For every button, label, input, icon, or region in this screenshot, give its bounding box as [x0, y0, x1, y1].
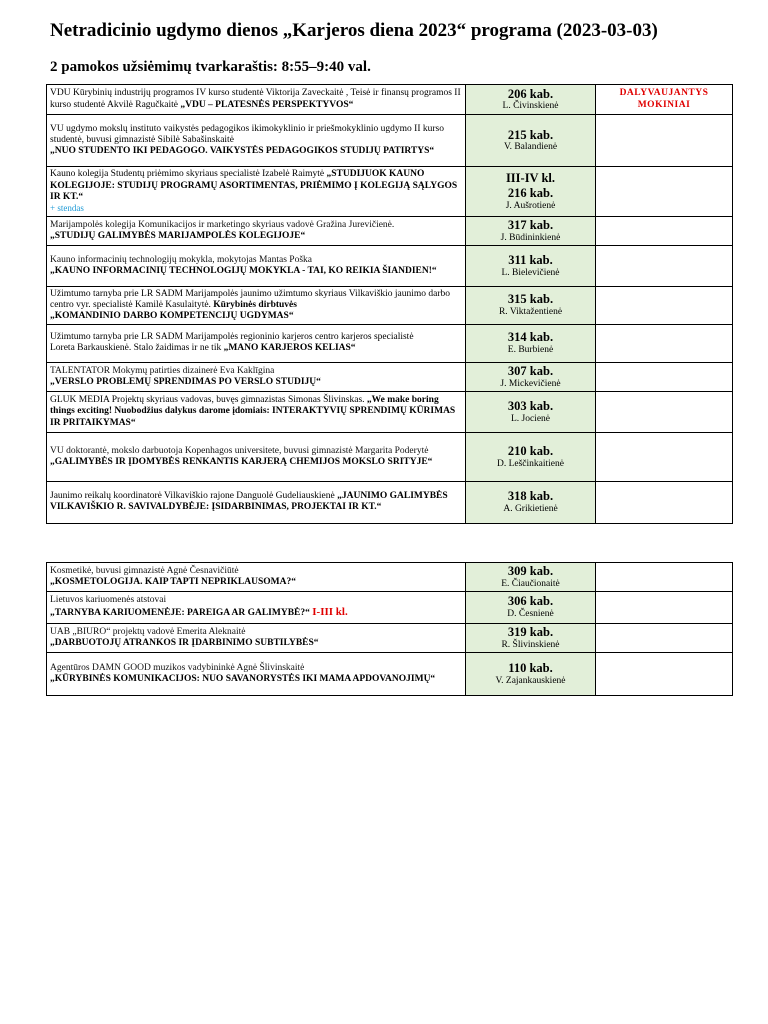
table-row: [47, 85, 733, 115]
table-row: [47, 286, 733, 324]
participants-cell: [596, 217, 733, 246]
session-description: [47, 563, 466, 592]
room-number: 110 kab.: [508, 660, 553, 675]
room-cell: [466, 481, 596, 523]
session-description: [47, 245, 466, 286]
table-row: [47, 432, 733, 481]
workshop-label: Kūrybinės dirbtuvės: [213, 299, 297, 310]
participants-cell: [596, 245, 733, 286]
session-title: „KŪRYBINĖS KOMUNIKACIJOS: NUO SAVANORYSTĖS IKI MAMA APDOVANOJIMŲ“: [50, 673, 436, 684]
session-title: „STUDIJŲ GALIMYBĖS MARIJAMPOLĖS KOLEGIJOJE“: [50, 230, 306, 241]
room-cell: [466, 432, 596, 481]
speaker-info: GLUK MEDIA Projektų skyriaus vadovas, buvęs gimnazistas Simonas Šlivinskas.: [50, 395, 365, 406]
participants-cell: [596, 324, 733, 362]
teacher-name: V. Balandienė: [503, 142, 558, 153]
speaker-info: Kauno informacinių technologijų mokykla, mokytojas Mantas Poška: [50, 254, 313, 265]
room-number: 315 kab.: [507, 292, 554, 307]
room-number: 210 kab.: [507, 443, 554, 458]
room-cell: [466, 85, 596, 115]
session-title: „TARNYBA KARIUOMENĖJE: PAREIGA AR GALIMYBĖ?“: [50, 608, 310, 619]
session-description: [47, 217, 466, 246]
teacher-name: J. Aušrotienė: [505, 200, 556, 211]
session-title: „DARBUOTOJŲ ATRANKOS IR ĮDARBINIMO SUBTILYBĖS“: [50, 637, 319, 648]
participants-header: DALYVAUJANTYS MOKINIAI: [596, 85, 733, 115]
participants-cell: [596, 286, 733, 324]
speaker-name: Loreta Barkauskienė. Stalo žaidimas ir ne tik: [50, 343, 222, 354]
participants-cell: [596, 591, 733, 623]
room-number: 303 kab.: [507, 398, 554, 413]
schedule-subtitle: 2 pamokos užsiėmimų tvarkaraštis: 8:55–9:40 val.: [50, 59, 371, 75]
speaker-info: TALENTATOR Mokymų patirties dizainerė Eva Kaklīgina: [50, 365, 275, 376]
session-title: „KOMANDINIO DARBO KOMPETENCIJŲ UGDYMAS“: [50, 311, 294, 322]
room-number: 206 kab.: [507, 86, 554, 101]
participants-cell: [596, 115, 733, 167]
teacher-name: J. Mickevičienė: [500, 378, 561, 389]
session-title: „VERSLO PROBLEMŲ SPRENDIMAS PO VERSLO STUDIJŲ“: [50, 376, 321, 387]
participants-cell: [596, 391, 733, 432]
table-row: [47, 481, 733, 523]
room-number: 311 kab.: [508, 252, 553, 267]
schedule-table-secondary: [46, 562, 733, 696]
session-title: „VDU – PLATESNĖS PERSPEKTYVOS“: [180, 99, 354, 110]
teacher-name: A. Grikietienė: [503, 504, 558, 515]
session-title: „We make boring things exciting! Nuobodžius dalykus darome įdomiais: INTERAKTYVIŲ SPRENDIMŲ KŪRIMAS IR PRITAIKYMAS“: [50, 395, 456, 428]
table-row: [47, 652, 733, 695]
room-cell: [466, 623, 596, 652]
room-cell: [466, 362, 596, 391]
speaker-info: VU ugdymo mokslų instituto vaikystės pedagogikos ikimokyklinio ir priešmokyklinio ugdymo II kurso studentė, buvusi gimnazistė Sibilė Sabašinskaitė: [50, 123, 444, 145]
session-description: [47, 623, 466, 652]
session-description: [47, 391, 466, 432]
room-cell: [466, 391, 596, 432]
room-cell: [466, 324, 596, 362]
session-description: [47, 362, 466, 391]
speaker-info: VDU Kūrybinių industrijų programos IV kurso studentė Viktorija Zaveckaitė , Teisė ir finansų programos II kurso studentė Akvilė Ragučkaitė: [50, 88, 461, 110]
room-number: 319 kab.: [507, 624, 554, 639]
teacher-name: E. Čiaučionaitė: [501, 578, 560, 589]
page-title: Netradicinio ugdymo dienos „Karjeros diena 2023“ programa (2023-03-03): [50, 20, 658, 41]
session-title: „STUDIJUOK KAUNO KOLEGIJOJE: STUDIJŲ PROGRAMŲ ASORTIMENTAS, PRIĖMIMO Į KOLEGIJĄ SĄLYGOS IR KT.“: [50, 169, 458, 202]
session-title: „KAUNO INFORMACINIŲ TECHNOLOGIJŲ MOKYKLA - TAI, KO REIKIA ŠIANDIEN!“: [50, 265, 437, 276]
session-description: [47, 85, 466, 115]
speaker-info: Jaunimo reikalų koordinatorė Vilkaviškio rajone Danguolė Gudeliauskienė: [50, 491, 335, 502]
table-row: [47, 115, 733, 167]
teacher-name: D. Česnienė: [507, 609, 554, 620]
table-row: [47, 217, 733, 246]
teacher-name: R. Viktažentienė: [498, 307, 563, 318]
room-cell: [466, 652, 596, 695]
session-description: [47, 652, 466, 695]
session-title: „KOSMETOLOGIJA. KAIP TAPTI NEPRIKLAUSOMA?“: [50, 576, 296, 587]
participants-cell: [596, 481, 733, 523]
speaker-info: Užimtumo tarnyba prie LR SADM Marijampolės regioninio karjeros centro karjeros specialistė: [50, 332, 414, 343]
session-description: [47, 591, 466, 623]
speaker-info: UAB „BIURO“ projektų vadovė Emerita Aleknaitė: [50, 626, 246, 637]
room-cell: [466, 286, 596, 324]
session-description: [47, 167, 466, 217]
table-row: [47, 591, 733, 623]
session-description: [47, 286, 466, 324]
speaker-info: Užimtumo tarnyba prie LR SADM Marijampolės jaunimo užimtumo skyriaus Vilkaviškio jaunimo darbo centro vyr. specialistė Kamilė Kasulaitytė.: [50, 288, 451, 310]
session-description: [47, 324, 466, 362]
table-row: [47, 362, 733, 391]
session-title: „JAUNIMO GALIMYBĖS VILKAVIŠKIO R. SAVIVALDYBĖJE: ĮSIDARBINIMAS, PROJEKTAI IR KT.“: [50, 491, 448, 513]
speaker-info: Agentūros DAMN GOOD muzikos vadybininkė Agnė Šlivinskaitė: [50, 662, 305, 673]
teacher-name: L. Čivinskienė: [502, 101, 559, 112]
stand-note: + stendas: [50, 203, 84, 213]
speaker-info: VU doktorantė, mokslo darbuotoja Kopenhagos universitete, buvusi gimnazistė Margarita Poderytė: [50, 445, 429, 456]
table-row: [47, 245, 733, 286]
session-description: [47, 481, 466, 523]
room-cell: [466, 167, 596, 217]
room-number: 317 kab.: [507, 218, 554, 232]
speaker-info: Marijampolės kolegija Komunikacijos ir marketingo skyriaus vadovė Gražina Jurevičienė.: [50, 219, 395, 230]
participants-cell: [596, 167, 733, 217]
table-row: [47, 167, 733, 217]
table-row: [47, 563, 733, 592]
room-number: 307 kab.: [507, 363, 554, 378]
teacher-name: V. Zajankauskienė: [495, 675, 566, 686]
session-title: „MANO KARJEROS KELIAS“: [223, 343, 356, 354]
speaker-info: Lietuvos kariuomenės atstovai: [50, 595, 167, 606]
room-number: 309 kab.: [507, 564, 554, 578]
speaker-info: Kauno kolegija Studentų priėmimo skyriaus specialistė Izabelė Raimytė: [50, 169, 325, 180]
room-cell: [466, 217, 596, 246]
room-number: 318 kab.: [507, 489, 554, 504]
participants-cell: [596, 432, 733, 481]
teacher-name: L. Bielevičienė: [501, 267, 560, 278]
room-cell: [466, 563, 596, 592]
session-title: „GALIMYBĖS IR ĮDOMYBĖS RENKANTIS KARJERĄ CHEMIJOS MOKSLO SRITYJE“: [50, 456, 433, 467]
table-row: [47, 324, 733, 362]
speaker-info: Kosmetikė, buvusi gimnazistė Agnė Česnavičiūtė: [50, 565, 239, 576]
session-title: „NUO STUDENTO IKI PEDAGOGO. VAIKYSTĖS PEDAGOGIKOS STUDIJŲ PATIRTYS“: [50, 146, 435, 157]
table-row: [47, 391, 733, 432]
grade-note: I-III kl.: [312, 606, 348, 619]
schedule-table-main: [46, 84, 733, 524]
room-number: 306 kab.: [507, 594, 554, 609]
table-row: [47, 623, 733, 652]
session-description: [47, 115, 466, 167]
teacher-name: D. Leščinkaitienė: [496, 458, 564, 469]
room-number: 314 kab.: [507, 330, 554, 345]
participants-cell: [596, 563, 733, 592]
room-cell: [466, 245, 596, 286]
teacher-name: E. Burbienė: [507, 345, 554, 356]
session-description: [47, 432, 466, 481]
room-number: 215 kab.: [507, 127, 554, 142]
teacher-name: L. Jocienė: [510, 413, 551, 424]
room-number: III-IV kl.: [505, 171, 556, 186]
room-number: 216 kab.: [507, 185, 554, 200]
teacher-name: R. Šlivinskienė: [501, 639, 560, 650]
teacher-name: J. Būdininkienė: [500, 232, 561, 243]
room-cell: [466, 115, 596, 167]
participants-cell: [596, 362, 733, 391]
room-cell: [466, 591, 596, 623]
participants-cell: [596, 652, 733, 695]
participants-cell: [596, 623, 733, 652]
